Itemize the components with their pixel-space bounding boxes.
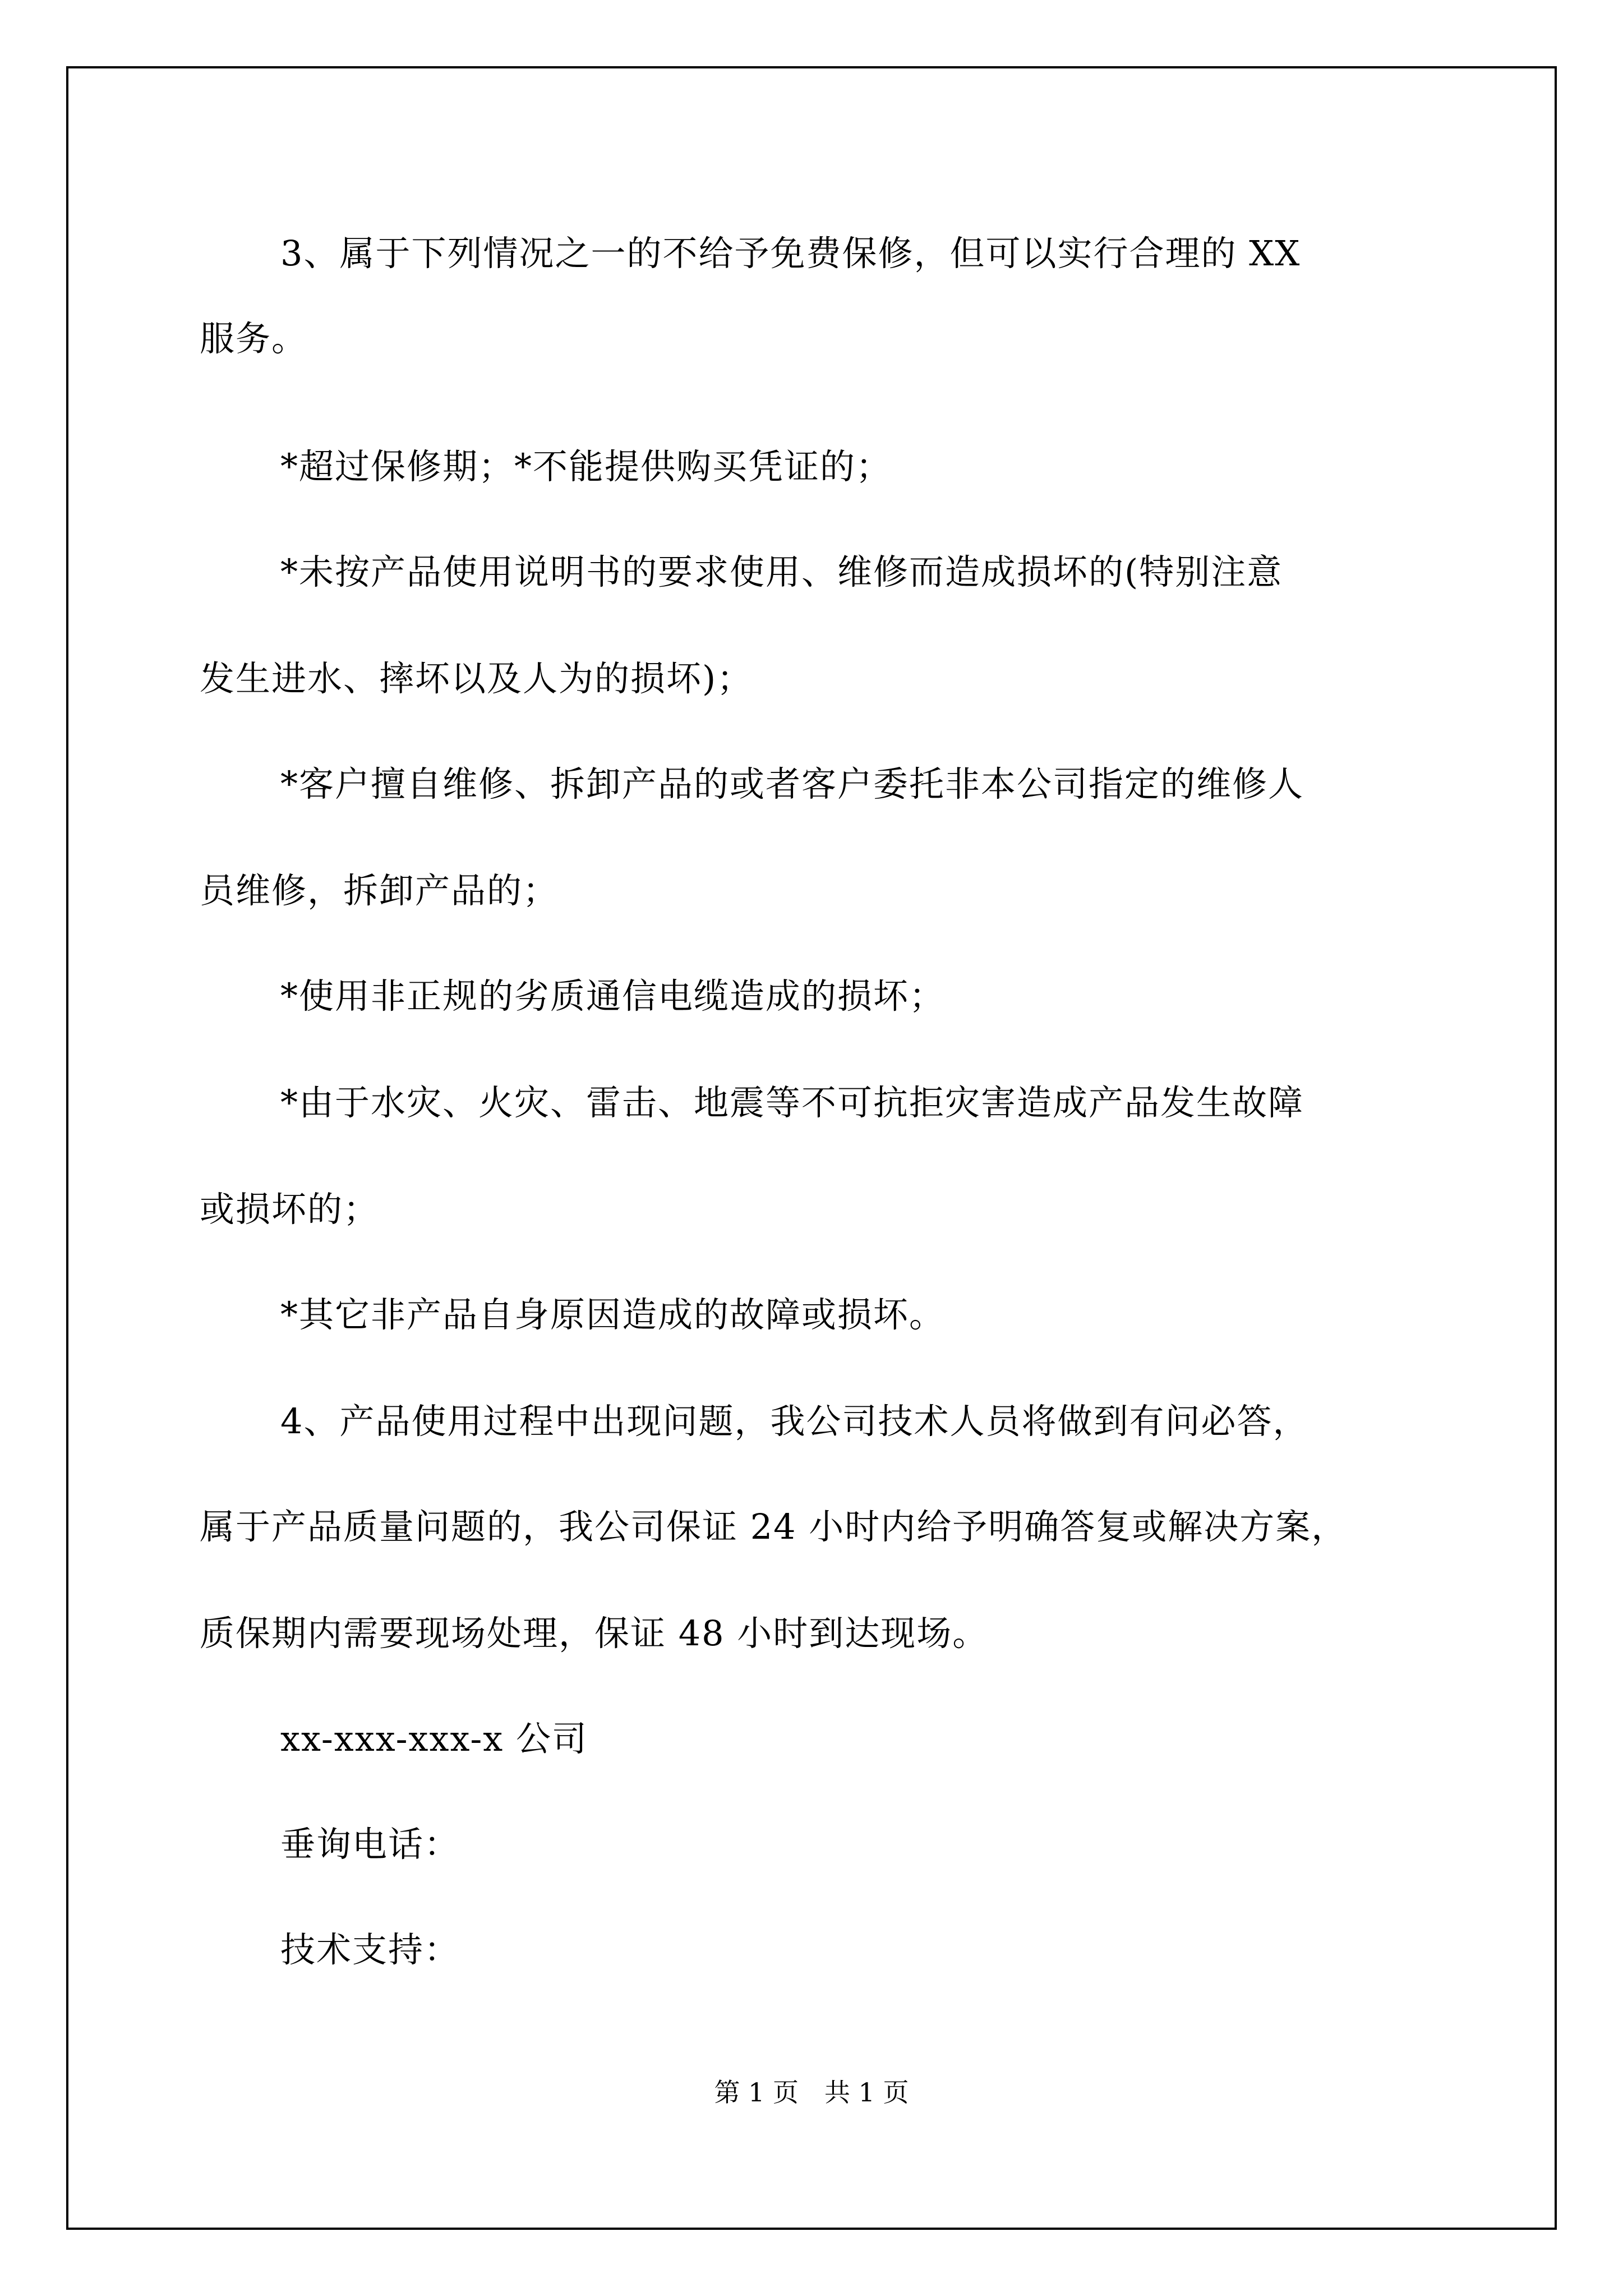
list-item-force-majeure-line-2: 或损坏的； xyxy=(200,1189,380,1230)
list-item-misuse-line-1: *未按产品使用说明书的要求使用、维修而造成损坏的(特别注意 xyxy=(280,551,1283,592)
list-item-other-causes: *其它非产品自身原因造成的故障或损坏。 xyxy=(280,1294,946,1335)
list-item-unauthorized-repair-line-1: *客户擅自维修、拆卸产品的或者客户委托非本公司指定的维修人 xyxy=(280,763,1304,804)
paragraph-4-line-1: 4、产品使用过程中出现问题，我公司技术人员将做到有问必答， xyxy=(280,1401,1309,1442)
list-item-poor-cable: *使用非正规的劣质通信电缆造成的损坏； xyxy=(280,976,946,1016)
page-border xyxy=(66,66,1557,2230)
list-item-force-majeure-line-1: *由于水灾、火灾、雷击、地震等不可抗拒灾害造成产品发生故障 xyxy=(280,1082,1304,1123)
company-name: xx-xxx-xxx-x 公司 xyxy=(280,1718,588,1759)
paragraph-3-line-1: 3、属于下列情况之一的不给予免费保修，但可以实行合理的 XX xyxy=(280,233,1301,274)
page-footer: 第 1 页 共 1 页 xyxy=(714,2077,909,2108)
paragraph-3-line-2: 服务。 xyxy=(200,318,308,359)
paragraph-4-line-2: 属于产品质量问题的，我公司保证 24 小时内给予明确答复或解决方案， xyxy=(200,1506,1348,1547)
list-item-misuse-line-2: 发生进水、摔坏以及人为的损坏)； xyxy=(200,658,753,699)
tech-support-label: 技术支持： xyxy=(280,1929,460,1970)
paragraph-4-line-3: 质保期内需要现场处理，保证 48 小时到达现场。 xyxy=(200,1613,989,1654)
list-item-warranty-expired: *超过保修期；*不能提供购买凭证的； xyxy=(280,446,892,487)
inquiry-phone-label: 垂询电话： xyxy=(280,1824,460,1865)
list-item-unauthorized-repair-line-2: 员维修，拆卸产品的； xyxy=(200,870,559,911)
